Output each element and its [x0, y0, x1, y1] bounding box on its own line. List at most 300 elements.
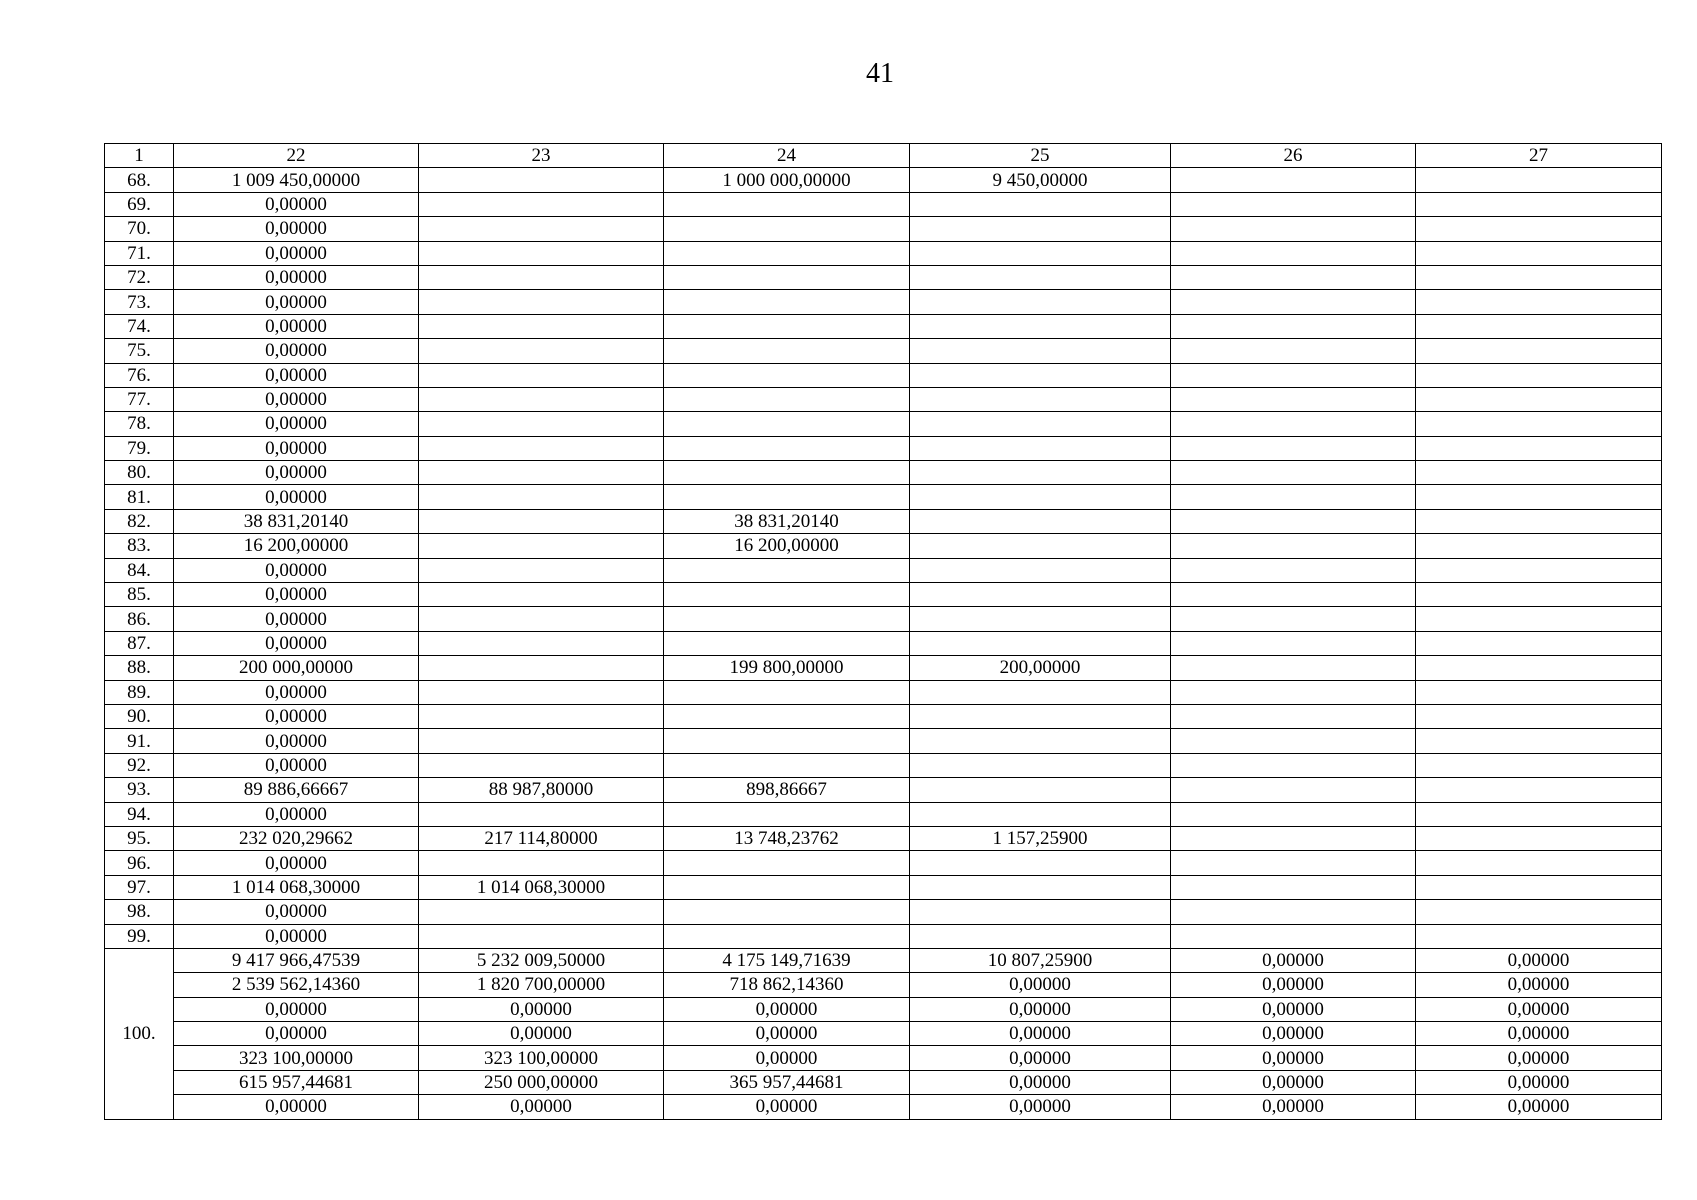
table-row [105, 461, 1662, 485]
table-cell [419, 290, 664, 314]
table-cell [664, 900, 910, 924]
table-cell [1416, 656, 1662, 680]
table-cell [910, 802, 1171, 826]
table-row [105, 583, 1662, 607]
table-cell [910, 265, 1171, 289]
table-cell: 0,00000 [910, 1095, 1171, 1119]
row-number: 69. [105, 192, 174, 216]
table-cell: 0,00000 [419, 997, 664, 1021]
table-cell [664, 680, 910, 704]
table-cell [1171, 704, 1416, 728]
table-row [105, 436, 1662, 460]
table-cell: 0,00000 [174, 802, 419, 826]
table-cell [419, 265, 664, 289]
table-cell [664, 461, 910, 485]
table-cell: 0,00000 [1416, 1022, 1662, 1046]
table-cell: 0,00000 [664, 997, 910, 1021]
row-number: 84. [105, 558, 174, 582]
table-cell: 16 200,00000 [174, 534, 419, 558]
table-cell [419, 534, 664, 558]
table-cell [1416, 753, 1662, 777]
table-row [105, 217, 1662, 241]
row-number: 86. [105, 607, 174, 631]
table-cell [910, 704, 1171, 728]
column-header: 22 [174, 144, 419, 168]
table-cell: 9 450,00000 [910, 168, 1171, 192]
table-cell [1171, 558, 1416, 582]
row-number: 85. [105, 583, 174, 607]
table-cell [1171, 168, 1416, 192]
table-cell: 0,00000 [1416, 997, 1662, 1021]
table-cell [664, 241, 910, 265]
table-cell [419, 192, 664, 216]
row-number: 87. [105, 631, 174, 655]
table-row [105, 997, 1662, 1021]
column-header: 25 [910, 144, 1171, 168]
table-cell: 0,00000 [1171, 973, 1416, 997]
table-cell [910, 241, 1171, 265]
table-cell: 89 886,66667 [174, 778, 419, 802]
table-cell [1416, 461, 1662, 485]
table-cell [1416, 875, 1662, 899]
table-row [105, 631, 1662, 655]
table-cell [1171, 485, 1416, 509]
table-cell: 217 114,80000 [419, 826, 664, 850]
table-cell: 0,00000 [174, 461, 419, 485]
table-cell [1416, 363, 1662, 387]
table-cell: 0,00000 [174, 900, 419, 924]
row-number: 71. [105, 241, 174, 265]
table-cell: 0,00000 [174, 339, 419, 363]
table-cell [419, 168, 664, 192]
table-cell [1171, 924, 1416, 948]
table-row [105, 1095, 1662, 1119]
table-cell [664, 924, 910, 948]
table-cell [1416, 485, 1662, 509]
table-cell [1171, 265, 1416, 289]
table-cell: 1 820 700,00000 [419, 973, 664, 997]
table-cell [664, 485, 910, 509]
table-cell: 200,00000 [910, 656, 1171, 680]
table-row [105, 973, 1662, 997]
table-cell [1171, 631, 1416, 655]
table-cell [1171, 900, 1416, 924]
table-cell: 0,00000 [174, 583, 419, 607]
table-cell: 200 000,00000 [174, 656, 419, 680]
table-cell [664, 265, 910, 289]
table-cell: 323 100,00000 [174, 1046, 419, 1070]
column-header: 23 [419, 144, 664, 168]
table-cell: 199 800,00000 [664, 656, 910, 680]
table-cell [1171, 656, 1416, 680]
table-cell: 1 009 450,00000 [174, 168, 419, 192]
row-number: 93. [105, 778, 174, 802]
table-cell [1171, 607, 1416, 631]
table-cell: 0,00000 [419, 1022, 664, 1046]
table-cell [910, 217, 1171, 241]
table-cell [910, 363, 1171, 387]
table-row [105, 851, 1662, 875]
table-cell [910, 412, 1171, 436]
table-cell [664, 558, 910, 582]
table-cell [419, 704, 664, 728]
row-number: 100. [105, 948, 174, 1119]
table-cell [1416, 168, 1662, 192]
table-cell [910, 314, 1171, 338]
row-number: 83. [105, 534, 174, 558]
table-cell [1171, 217, 1416, 241]
table-cell [1171, 436, 1416, 460]
table-cell [419, 339, 664, 363]
table-cell [419, 387, 664, 411]
table-cell [910, 461, 1171, 485]
table-cell: 0,00000 [1416, 1046, 1662, 1070]
table-cell [1416, 851, 1662, 875]
table-cell [1171, 412, 1416, 436]
row-number: 81. [105, 485, 174, 509]
row-number: 79. [105, 436, 174, 460]
table-cell [910, 534, 1171, 558]
table-row [105, 290, 1662, 314]
table-cell [1416, 290, 1662, 314]
table-cell [1171, 461, 1416, 485]
table-cell [910, 192, 1171, 216]
table-cell: 0,00000 [910, 973, 1171, 997]
table-cell [910, 753, 1171, 777]
table-cell: 0,00000 [174, 558, 419, 582]
table-cell: 13 748,23762 [664, 826, 910, 850]
table-row [105, 168, 1662, 192]
table-cell [664, 802, 910, 826]
table-cell [1416, 509, 1662, 533]
table-cell: 0,00000 [1171, 948, 1416, 972]
table-cell [419, 924, 664, 948]
table-cell: 615 957,44681 [174, 1070, 419, 1094]
table-cell [1416, 900, 1662, 924]
table-cell: 0,00000 [174, 265, 419, 289]
row-number: 98. [105, 900, 174, 924]
table-cell: 0,00000 [664, 1095, 910, 1119]
table-cell [419, 802, 664, 826]
table-cell: 0,00000 [174, 631, 419, 655]
table-cell: 0,00000 [174, 387, 419, 411]
table-cell [664, 339, 910, 363]
table-row [105, 680, 1662, 704]
table-cell [419, 241, 664, 265]
table-cell [664, 314, 910, 338]
table-header-row [105, 144, 1662, 168]
table-cell [1171, 729, 1416, 753]
row-number: 80. [105, 461, 174, 485]
table-cell: 0,00000 [1171, 1046, 1416, 1070]
table-cell [419, 753, 664, 777]
row-number: 89. [105, 680, 174, 704]
row-number: 78. [105, 412, 174, 436]
table-cell: 0,00000 [174, 363, 419, 387]
table-cell: 0,00000 [910, 997, 1171, 1021]
table-cell: 0,00000 [174, 217, 419, 241]
table-cell [664, 363, 910, 387]
table-cell [419, 509, 664, 533]
row-number: 73. [105, 290, 174, 314]
table-cell [419, 729, 664, 753]
table-cell: 0,00000 [174, 997, 419, 1021]
column-header: 1 [105, 144, 174, 168]
row-number: 91. [105, 729, 174, 753]
table-cell: 0,00000 [1171, 1022, 1416, 1046]
row-number: 70. [105, 217, 174, 241]
table-cell [1416, 607, 1662, 631]
table-cell: 0,00000 [174, 729, 419, 753]
table-cell [910, 680, 1171, 704]
table-cell [664, 875, 910, 899]
table-cell [419, 485, 664, 509]
table-cell [419, 436, 664, 460]
row-number: 82. [105, 509, 174, 533]
table-cell [1171, 826, 1416, 850]
table-cell: 0,00000 [664, 1022, 910, 1046]
table-cell [419, 412, 664, 436]
table-cell: 2 539 562,14360 [174, 973, 419, 997]
table-cell: 1 014 068,30000 [174, 875, 419, 899]
table-row [105, 826, 1662, 850]
table-cell [910, 583, 1171, 607]
table-cell [1416, 314, 1662, 338]
table-cell [1416, 339, 1662, 363]
table-cell: 0,00000 [910, 1070, 1171, 1094]
table-cell: 0,00000 [174, 436, 419, 460]
table-cell [1171, 314, 1416, 338]
table-cell: 898,86667 [664, 778, 910, 802]
table-cell [910, 924, 1171, 948]
table-cell [1171, 509, 1416, 533]
table-cell [1171, 534, 1416, 558]
table-cell [1416, 534, 1662, 558]
table-cell [664, 290, 910, 314]
table-row [105, 802, 1662, 826]
table-cell [1171, 241, 1416, 265]
table-row [105, 265, 1662, 289]
table-cell: 323 100,00000 [419, 1046, 664, 1070]
table-cell [419, 900, 664, 924]
table-cell: 250 000,00000 [419, 1070, 664, 1094]
row-number: 92. [105, 753, 174, 777]
table-body [105, 144, 1662, 1120]
table-row [105, 1046, 1662, 1070]
table-cell [664, 387, 910, 411]
row-number: 96. [105, 851, 174, 875]
table-cell [1416, 192, 1662, 216]
table-cell [1416, 265, 1662, 289]
table-cell: 16 200,00000 [664, 534, 910, 558]
table-cell: 10 807,25900 [910, 948, 1171, 972]
table-cell [419, 363, 664, 387]
table-cell [1416, 387, 1662, 411]
table-cell [664, 412, 910, 436]
table-cell [419, 656, 664, 680]
table-cell [910, 631, 1171, 655]
table-cell: 0,00000 [1416, 1095, 1662, 1119]
table-row [105, 900, 1662, 924]
table-cell: 0,00000 [664, 1046, 910, 1070]
table-cell: 9 417 966,47539 [174, 948, 419, 972]
table-cell: 0,00000 [174, 314, 419, 338]
row-number: 97. [105, 875, 174, 899]
table-cell [419, 851, 664, 875]
table-cell [664, 192, 910, 216]
table-cell [1416, 241, 1662, 265]
column-header: 24 [664, 144, 910, 168]
table-cell [1171, 387, 1416, 411]
table-row [105, 485, 1662, 509]
table-cell: 0,00000 [174, 485, 419, 509]
table-cell [910, 729, 1171, 753]
row-number: 76. [105, 363, 174, 387]
table-cell: 0,00000 [174, 1022, 419, 1046]
table-cell [664, 607, 910, 631]
table-cell [910, 851, 1171, 875]
table-cell [664, 704, 910, 728]
table-cell [1171, 851, 1416, 875]
table-cell: 5 232 009,50000 [419, 948, 664, 972]
table-cell [910, 387, 1171, 411]
table-cell: 0,00000 [1416, 1070, 1662, 1094]
table-row [105, 729, 1662, 753]
table-cell [664, 729, 910, 753]
table-cell [1416, 412, 1662, 436]
table-cell: 0,00000 [1171, 1070, 1416, 1094]
table-cell [1416, 436, 1662, 460]
table-cell: 0,00000 [419, 1095, 664, 1119]
page-number: 41 [866, 58, 894, 89]
table-cell: 0,00000 [174, 851, 419, 875]
table-cell [1171, 680, 1416, 704]
row-number: 90. [105, 704, 174, 728]
table-cell: 0,00000 [910, 1022, 1171, 1046]
table-cell [419, 558, 664, 582]
row-number: 95. [105, 826, 174, 850]
table-row [105, 534, 1662, 558]
table-cell [910, 778, 1171, 802]
table-row [105, 704, 1662, 728]
table-cell [1416, 680, 1662, 704]
table-cell [910, 875, 1171, 899]
table-cell [1416, 704, 1662, 728]
table-row [105, 363, 1662, 387]
table-cell [419, 217, 664, 241]
table-cell: 0,00000 [174, 924, 419, 948]
table-cell [910, 509, 1171, 533]
table-cell: 38 831,20140 [174, 509, 419, 533]
table-row [105, 1022, 1662, 1046]
table-cell: 1 014 068,30000 [419, 875, 664, 899]
table-cell [664, 631, 910, 655]
table-cell [1416, 558, 1662, 582]
table-cell [910, 900, 1171, 924]
table-cell: 0,00000 [1171, 997, 1416, 1021]
table-cell [664, 217, 910, 241]
row-number: 74. [105, 314, 174, 338]
table-row [105, 314, 1662, 338]
table-row [105, 656, 1662, 680]
table-cell [1416, 826, 1662, 850]
row-number: 75. [105, 339, 174, 363]
table-cell: 0,00000 [174, 241, 419, 265]
table-cell: 1 000 000,00000 [664, 168, 910, 192]
table-cell [664, 851, 910, 875]
table-cell [910, 485, 1171, 509]
table-cell [910, 558, 1171, 582]
table-cell [1416, 729, 1662, 753]
table-cell: 0,00000 [174, 680, 419, 704]
table-row [105, 875, 1662, 899]
table-row [105, 412, 1662, 436]
table-cell: 0,00000 [1171, 1095, 1416, 1119]
table-row [105, 607, 1662, 631]
table-cell [1171, 363, 1416, 387]
table-row [105, 387, 1662, 411]
table-row [105, 753, 1662, 777]
table-cell: 232 020,29662 [174, 826, 419, 850]
table-cell [419, 631, 664, 655]
column-header: 27 [1416, 144, 1662, 168]
table-cell [1171, 192, 1416, 216]
table-cell: 0,00000 [174, 412, 419, 436]
table-cell [419, 583, 664, 607]
data-table [104, 143, 1662, 1120]
table-cell [910, 436, 1171, 460]
table-cell [910, 607, 1171, 631]
table-row [105, 509, 1662, 533]
table-cell [664, 583, 910, 607]
table-cell [1171, 339, 1416, 363]
table-cell: 88 987,80000 [419, 778, 664, 802]
table-cell: 0,00000 [174, 704, 419, 728]
table-row [105, 778, 1662, 802]
table-row [105, 924, 1662, 948]
table-cell: 0,00000 [174, 753, 419, 777]
table-cell [1171, 753, 1416, 777]
table-row [105, 558, 1662, 582]
table-cell: 4 175 149,71639 [664, 948, 910, 972]
row-number: 68. [105, 168, 174, 192]
table-cell [1416, 802, 1662, 826]
table-cell: 38 831,20140 [664, 509, 910, 533]
table-cell [1416, 583, 1662, 607]
row-number: 94. [105, 802, 174, 826]
table-cell [419, 461, 664, 485]
table-cell: 718 862,14360 [664, 973, 910, 997]
table-cell [1416, 631, 1662, 655]
table-row [105, 192, 1662, 216]
table-cell: 0,00000 [910, 1046, 1171, 1070]
row-number: 77. [105, 387, 174, 411]
row-number: 88. [105, 656, 174, 680]
table-cell [1171, 583, 1416, 607]
table-cell: 1 157,25900 [910, 826, 1171, 850]
table-cell: 0,00000 [174, 192, 419, 216]
table-cell: 365 957,44681 [664, 1070, 910, 1094]
row-number: 72. [105, 265, 174, 289]
table-cell [910, 339, 1171, 363]
table-row [105, 339, 1662, 363]
table-cell: 0,00000 [174, 607, 419, 631]
table-cell [664, 753, 910, 777]
table-row [105, 948, 1662, 972]
table-cell: 0,00000 [174, 290, 419, 314]
table-cell [910, 290, 1171, 314]
table-row [105, 1070, 1662, 1094]
